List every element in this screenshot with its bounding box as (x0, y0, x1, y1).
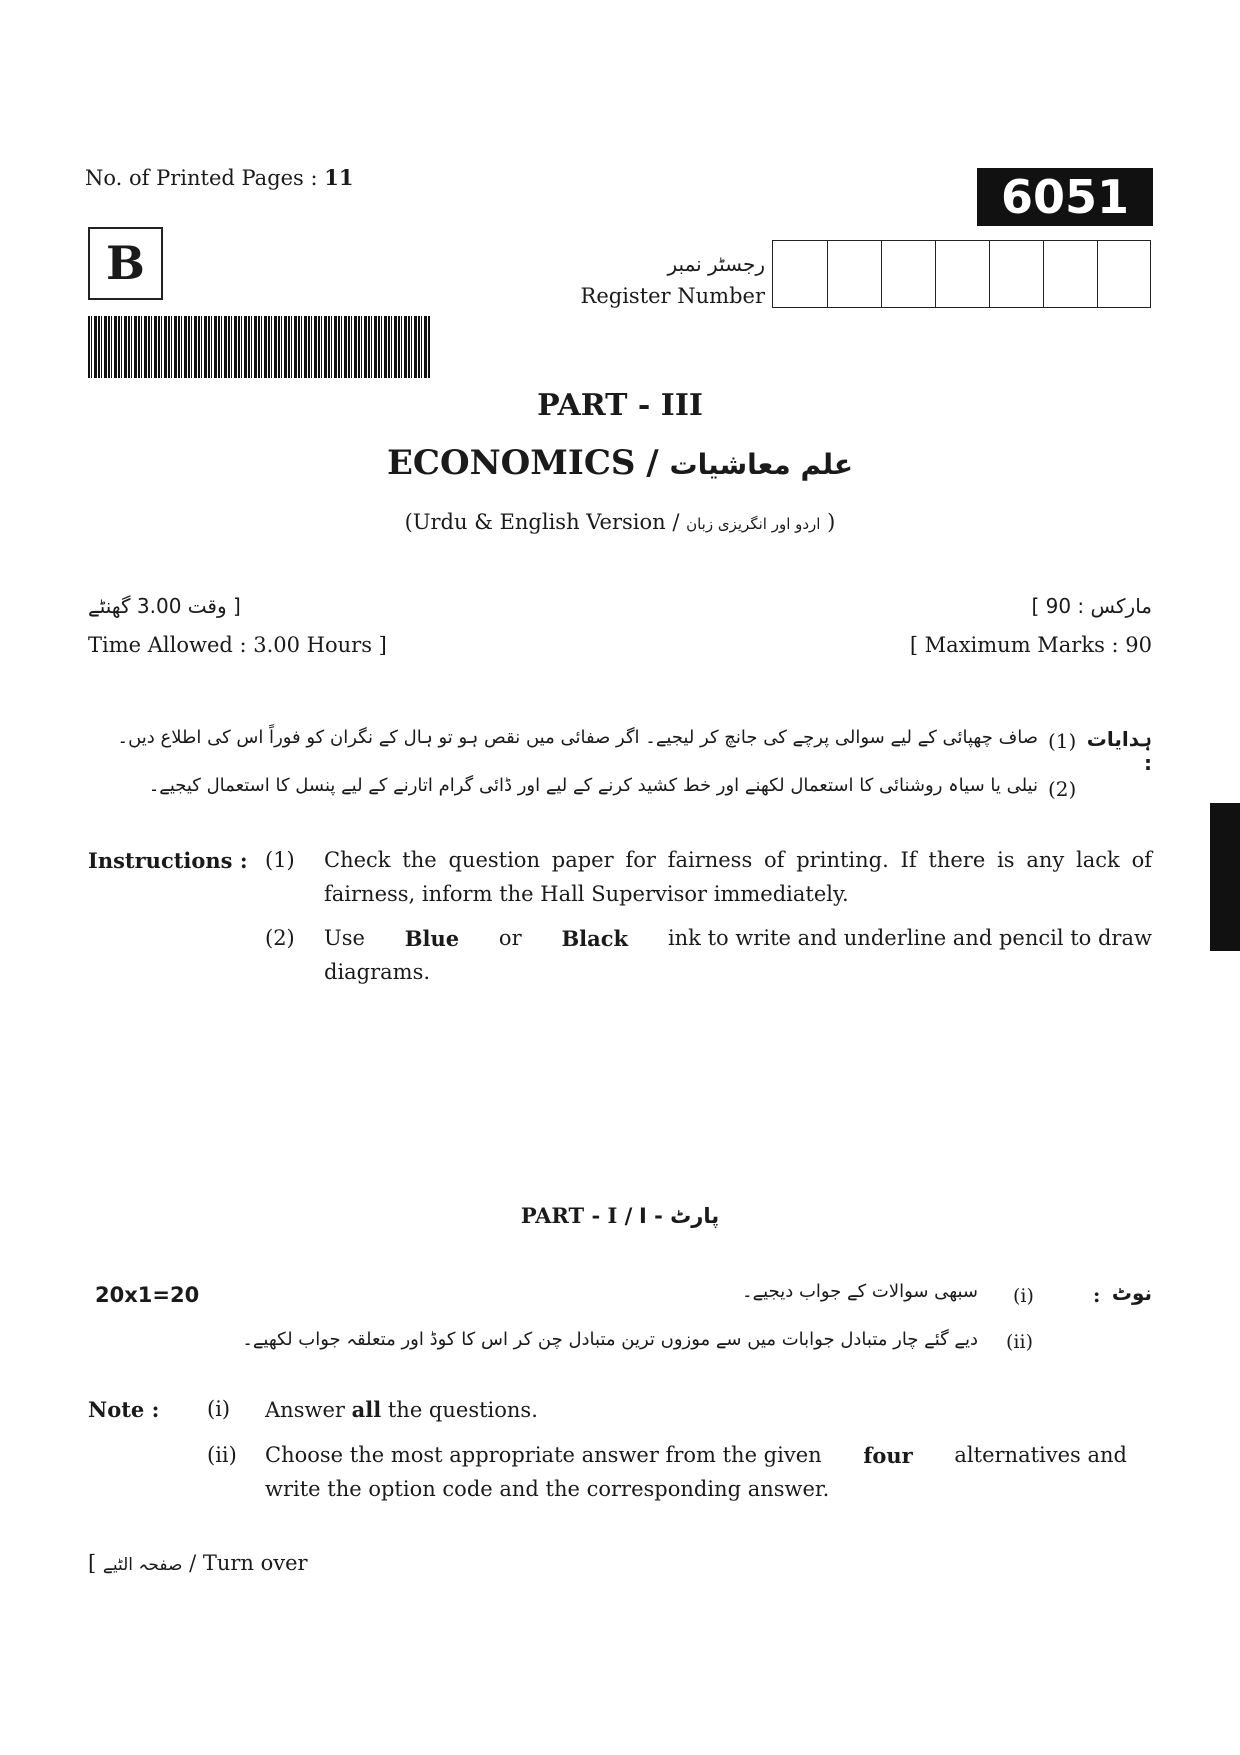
urdu-note-label: نوٹ (1111, 1281, 1152, 1305)
urdu-item1: صاف چھپائی کے لیے سوالی پرچے کی جانچ کر لیجیے۔ اگر صفائی میں نقص ہو تو ہال کے نگران کو فوراً اس کی اطلاع دیں۔ (117, 727, 1038, 748)
version-line (0, 510, 1240, 534)
section-marks: 20x1=20 (95, 1283, 200, 1307)
part-one-heading (0, 1203, 1240, 1228)
part-title: PART - III (537, 388, 703, 423)
printed-pages-label: No. of Printed Pages : (85, 166, 318, 190)
subject-urdu: علم معاشیات (669, 448, 854, 481)
page-edge-tab (1210, 803, 1240, 951)
part-one-urdu: I - پارٹ (638, 1204, 720, 1228)
part-one-label: PART - I / (520, 1203, 633, 1228)
urdu-note-ii-num: (ii) (1006, 1331, 1033, 1353)
note-i-post: the questions. (387, 1398, 538, 1422)
urdu-note-i: سبھی سوالات کے جواب دیجیے۔ (742, 1281, 978, 1302)
turn-over-open: [ (88, 1551, 97, 1575)
instruction-2-pre: Use (324, 926, 365, 950)
barcode (88, 316, 430, 378)
register-number-boxes[interactable] (772, 240, 1151, 308)
instruction-1-num: (1) (265, 848, 295, 872)
instruction-2-or: or (498, 926, 522, 950)
urdu-item1-num: (1) (1048, 729, 1077, 753)
note-ii-pre: Choose the most appropriate answer from the given (265, 1443, 822, 1467)
urdu-time: [ وقت 3.00 گھنٹے (88, 594, 241, 618)
register-label: Register Number (580, 284, 765, 308)
urdu-instructions-label: ہدایات : (1086, 727, 1152, 775)
instruction-2-black: Black (561, 926, 629, 951)
turn-over-text: / Turn over (189, 1551, 308, 1575)
subject-title (0, 443, 1240, 483)
note-i-pre: Answer (265, 1398, 345, 1422)
series-box: B (88, 227, 163, 300)
turn-over-urdu: صفحہ الٹیے (102, 1555, 183, 1575)
instruction-1: Check the question paper for fairness of printing. If there is any lack of (324, 848, 1152, 872)
note-i (265, 1397, 538, 1422)
note-ii (265, 1443, 1127, 1468)
version-close: ) (827, 510, 836, 534)
note-ii-num: (ii) (207, 1443, 237, 1467)
note-i-num: (i) (207, 1397, 231, 1421)
printed-pages (85, 165, 354, 190)
note-ii-cont: write the option code and the corresponding answer. (265, 1477, 830, 1501)
urdu-item2-num: (2) (1048, 777, 1077, 801)
subject-english: ECONOMICS (386, 443, 636, 483)
urdu-note-colon: : (1093, 1283, 1101, 1307)
register-urdu: رجسٹر نمبر (667, 252, 765, 276)
note-i-all: all (351, 1397, 382, 1422)
printed-pages-value: 11 (324, 165, 354, 190)
time-allowed: Time Allowed : 3.00 Hours ] (88, 633, 387, 657)
instruction-2 (324, 926, 1152, 951)
instruction-1-cont: fairness, inform the Hall Supervisor immediately. (324, 882, 849, 906)
max-marks: [ Maximum Marks : 90 (909, 633, 1152, 657)
turn-over (88, 1551, 308, 1575)
note-ii-post: alternatives and (954, 1443, 1127, 1467)
instruction-2-post: ink to write and underline and pencil to draw (667, 926, 1152, 950)
subject-separator: / (646, 443, 659, 483)
version-open: (Urdu & English Version / (404, 510, 680, 534)
instruction-2-cont: diagrams. (324, 960, 431, 984)
note-label: Note : (88, 1397, 160, 1422)
instruction-2-num: (2) (265, 926, 295, 950)
instruction-2-blue: Blue (404, 926, 460, 951)
note-ii-four: four (863, 1443, 913, 1468)
urdu-note-ii: دیے گئے چار متبادل جوابات میں سے موزوں ترین متبادل چن کر اس کا کوڈ اور متعلقہ جواب لکھیے۔ (242, 1329, 978, 1350)
instructions-label: Instructions : (88, 848, 248, 873)
urdu-item2: نیلی یا سیاہ روشنائی کا استعمال لکھنے اور خط کشید کرنے کے لیے اور ڈائی گرام اتارنے کے لیے پنسل کا استعمال کیجیے۔ (148, 775, 1038, 796)
paper-code: 6051 (977, 168, 1153, 226)
version-urdu: اردو اور انگریزی زبان (686, 515, 821, 533)
urdu-marks: مارکس : 90 ] (1031, 594, 1152, 618)
urdu-note-i-num: (i) (1013, 1285, 1034, 1307)
